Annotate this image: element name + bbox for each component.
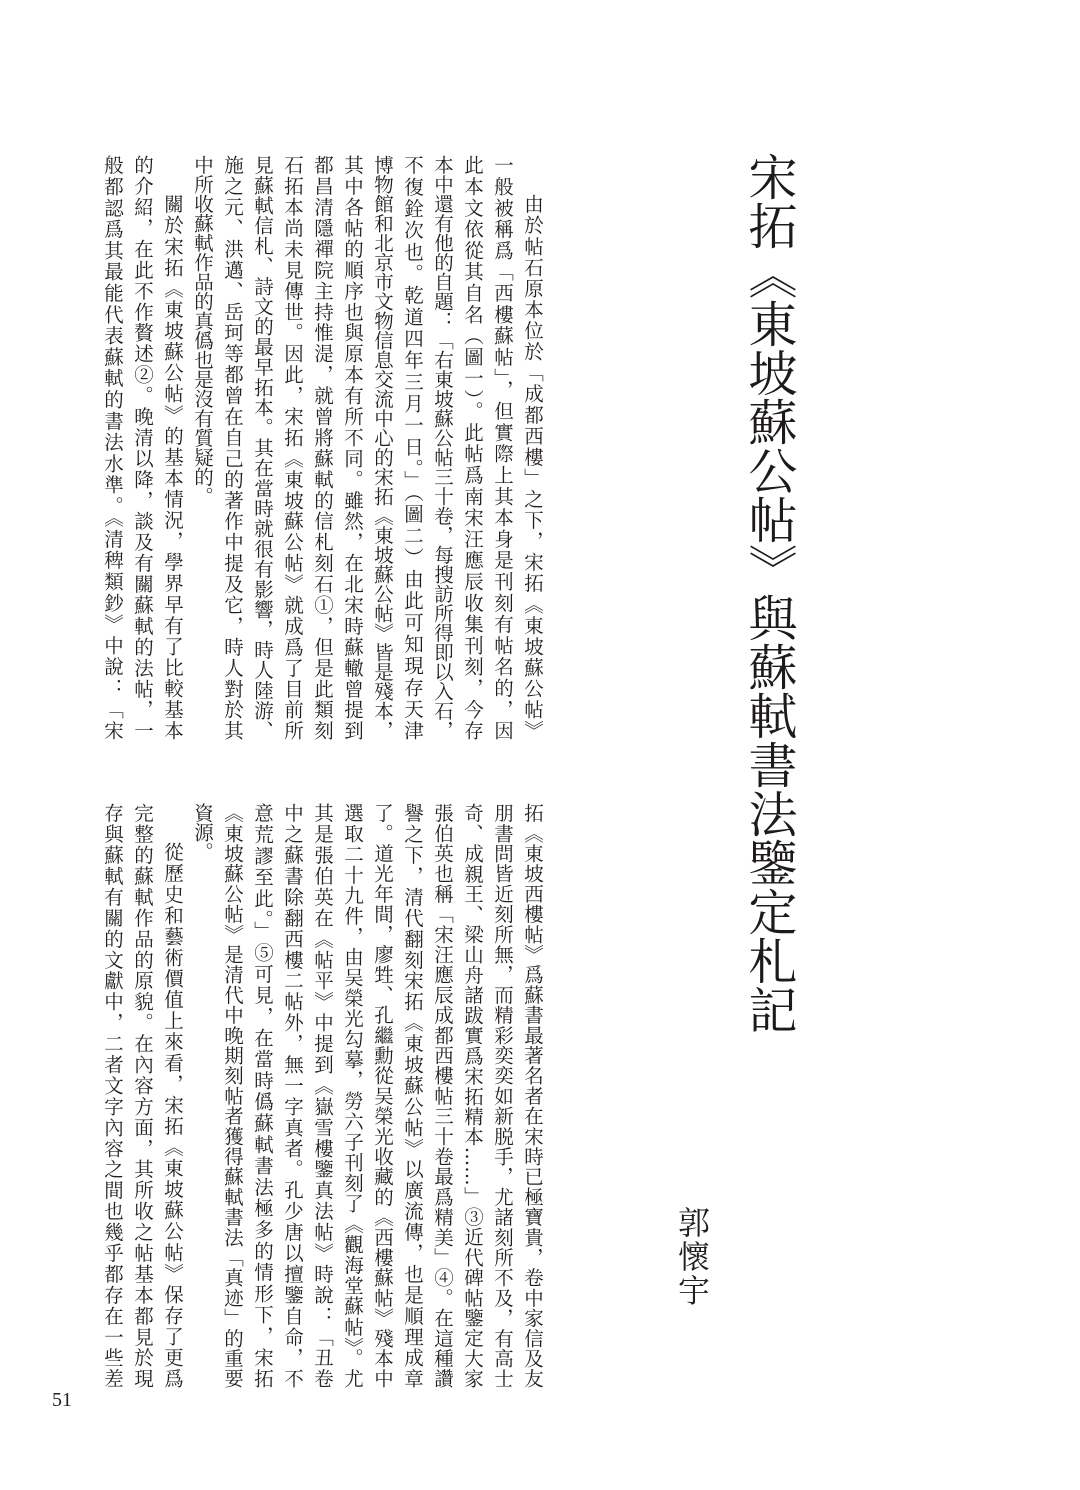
text-column: 選取二十九件，由吴榮光勾摹，勞六子刊刻了《觀海堂蘇帖》。尤 bbox=[341, 803, 364, 1388]
text-column: 完整的蘇軾作品的原貌。在內容方面，其所收之帖基本都見於現 bbox=[131, 803, 154, 1388]
text-column: 石拓本尚未見傳世。因此，宋拓《東坡蘇公帖》就成爲了目前所 bbox=[281, 155, 304, 740]
text-column: 張伯英也稱「宋汪應辰成都西樓帖三十卷最爲精美」④。在這種讚 bbox=[431, 803, 454, 1388]
text-column: 朋書問皆近刻所無，而精彩奕奕如新脱手，尤諸刻所不及，有高士 bbox=[491, 803, 514, 1388]
text-column: 意荒謬至此。」⑤可見，在當時僞蘇軾書法極多的情形下，宋拓 bbox=[251, 803, 274, 1388]
text-column: 都昌清隱禪院主持惟湜，就曾將蘇軾的信札刻石①，但是此類刻 bbox=[311, 155, 334, 740]
text-column: 資源。 bbox=[191, 803, 214, 862]
text-column: 般都認爲其最能代表蘇軾的書法水準。《清稗類鈔》中說：「宋 bbox=[101, 155, 124, 740]
text-column: 中所收蘇軾作品的真僞也是沒有質疑的。 bbox=[191, 155, 214, 506]
text-column: 不復銓次也。乾道四年三月一日。」（圖二）由此可知現存天津 bbox=[401, 155, 424, 740]
text-column: 此本文依從其自名（圖一）。此帖爲南宋汪應辰收集刊刻，今存 bbox=[461, 155, 484, 740]
text-column: 存與蘇軾有關的文獻中，二者文字內容之間也幾乎都存在一些差 bbox=[101, 803, 124, 1388]
page-number: 51 bbox=[52, 1389, 72, 1411]
text-column: 博物館和北京市文物信息交流中心的宋拓《東坡蘇公帖》皆是殘本， bbox=[371, 155, 394, 740]
text-column: 譽之下，清代翻刻宋拓《東坡蘇公帖》以廣流傳，也是順理成章 bbox=[401, 803, 424, 1388]
text-column: 其中各帖的順序也與原本有所不同。雖然，在北宋時蘇轍曾提到 bbox=[341, 155, 364, 740]
text-column: 本中還有他的自題：「右東坡蘇公帖三十卷，每搜訪所得即以入石， bbox=[431, 155, 454, 740]
text-column: 拓《東坡西樓帖》爲蘇書最著名者在宋時已極寶貴，卷中家信及友 bbox=[521, 803, 544, 1388]
article-title: 宋拓《東坡蘇公帖》與蘇軾書法鑒定札記 bbox=[741, 152, 798, 1034]
text-column: 施之元、洪邁、岳珂等都曾在自己的著作中提及它，時人對於其 bbox=[221, 155, 244, 740]
text-column: 了。道光年間，廖甡、孔繼勳從吴榮光收藏的《西樓蘇帖》殘本中 bbox=[371, 803, 394, 1388]
author-name: 郭懷宇 bbox=[673, 1206, 711, 1308]
text-column: 中之蘇書除翻西樓二帖外，無一字真者。孔少唐以擅鑒自命，不 bbox=[281, 803, 304, 1388]
text-column: 的介紹，在此不作贅述②。晚清以降，談及有關蘇軾的法帖，一 bbox=[131, 155, 154, 740]
text-column: 其是張伯英在《帖平》中提到《嶽雪樓鑒真法帖》時說：「丑卷 bbox=[311, 803, 334, 1388]
body-text-lower bbox=[97, 803, 547, 1388]
text-column: 奇、成親王、梁山舟諸跋實爲宋拓精本……」③近代碑帖鑒定大家 bbox=[461, 803, 484, 1388]
text-column: 從歷史和藝術價值上來看，宋拓《東坡蘇公帖》保存了更爲 bbox=[161, 842, 184, 1388]
text-column: 見蘇軾信札、詩文的最早拓本。其在當時就很有影響，時人陸游、 bbox=[251, 155, 274, 740]
text-column: 一般被稱爲「西樓蘇帖」，但實際上其本身是刊刻有帖名的，因 bbox=[491, 155, 514, 740]
text-column: 由於帖石原本位於「成都西樓」之下，宋拓《東坡蘇公帖》 bbox=[521, 194, 544, 740]
text-column: 《東坡蘇公帖》是清代中晚期刻帖者獲得蘇軾書法「真迹」的重要 bbox=[221, 803, 244, 1388]
body-text-upper bbox=[97, 155, 547, 740]
text-column: 關於宋拓《東坡蘇公帖》的基本情況，學界早有了比較基本 bbox=[161, 194, 184, 740]
